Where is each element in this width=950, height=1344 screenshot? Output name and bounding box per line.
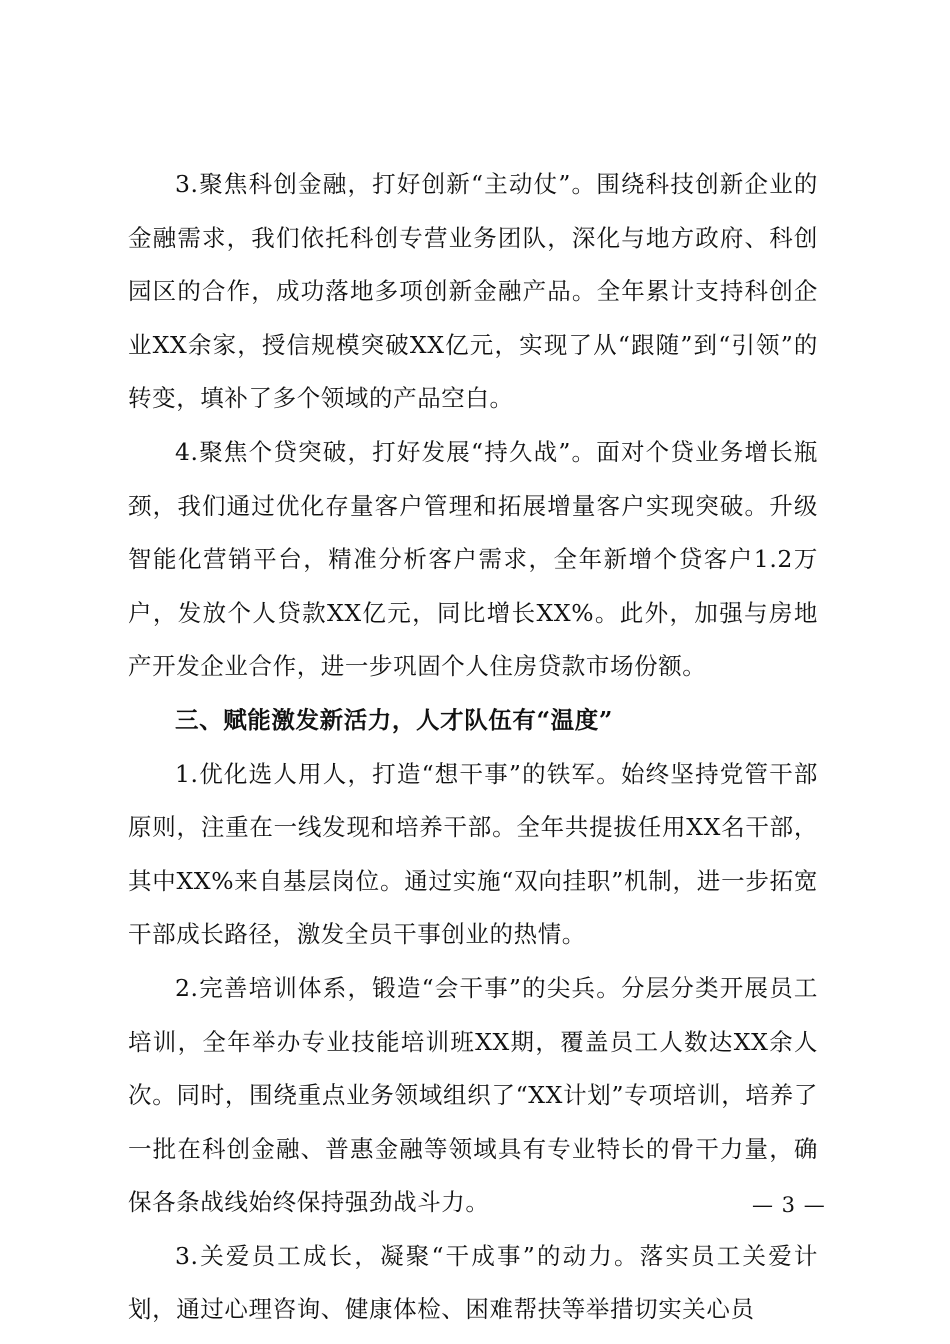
document-body bbox=[128, 158, 818, 1337]
section-heading-talent: 三、赋能激发新活力，人才队伍有“温度” bbox=[175, 705, 613, 734]
paragraph-employee-care: 3.关爱员工成长，凝聚“干成事”的动力。落实员工关爱计划，通过心理咨询、健康体检、困难帮扶等举措切实关心员 bbox=[128, 1241, 818, 1324]
paragraph-training-system: 2.完善培训体系，锻造“会干事”的尖兵。分层分类开展员工培训，全年举办专业技能培训班XX期，覆盖员工人数达XX余人次。同时，围绕重点业务领域组织了“XX计划”专项培训，培养了一批在科创金融、普惠金融等领域具有专业特长的骨干力量，确保各条战线始终保持强劲战斗力。 bbox=[128, 973, 818, 1217]
paragraph-personal-loans: 4.聚焦个贷突破，打好发展“持久战”。面对个贷业务增长瓶颈，我们通过优化存量客户管理和拓展增量客户实现突破。升级智能化营销平台，精准分析客户需求，全年新增个贷客户1.2万户，发放个人贷款XX亿元，同比增长XX%。此外，加强与房地产开发企业合作，进一步巩固个人住房贷款市场份额。 bbox=[128, 437, 818, 681]
page-number: — 3 — bbox=[752, 1193, 826, 1217]
paragraph-staff-selection: 1.优化选人用人，打造“想干事”的铁军。始终坚持党管干部原则，注重在一线发现和培养干部。全年共提拔任用XX名干部，其中XX%来自基层岗位。通过实施“双向挂职”机制，进一步拓宽干部成长路径，激发全员干事创业的热情。 bbox=[128, 759, 818, 949]
paragraph-sci-tech-finance: 3.聚焦科创金融，打好创新“主动仗”。围绕科技创新企业的金融需求，我们依托科创专营业务团队，深化与地方政府、科创园区的合作，成功落地多项创新金融产品。全年累计支持科创企业XX余家，授信规模突破XX亿元，实现了从“跟随”到“引领”的转变，填补了多个领域的产品空白。 bbox=[128, 170, 818, 413]
